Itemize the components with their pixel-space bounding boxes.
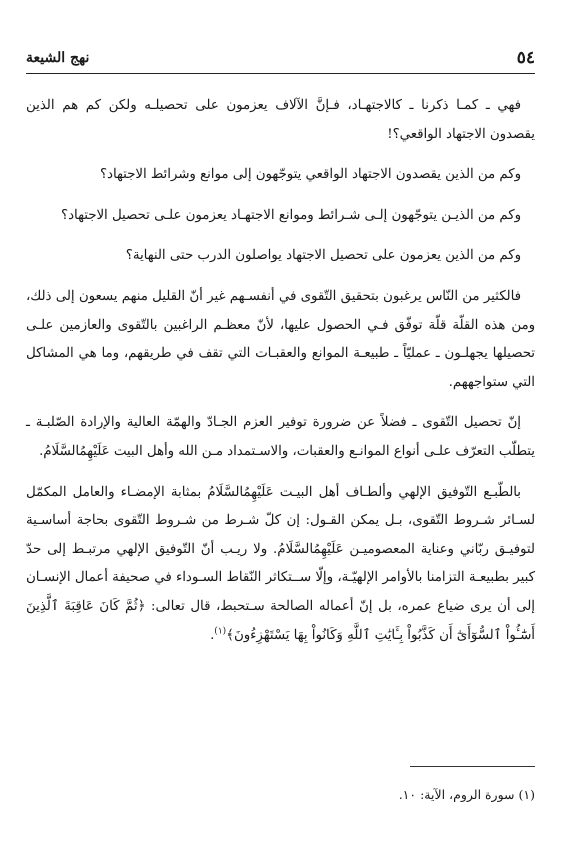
paragraph-text: بالطّبـع التّوفيق الإلهي وألطـاف أهل البيـت عَلَيْهِمُالسَّلَامُ بمثابة الإمضـاء والعامل المكمّل لسـائر شـروط التّقوى، بـل يمكن القـول: إن كلّ شـرط من شـروط التّقوى بحاجة أساسـية لتوفيـق ربّاني وعناية المعصوميـن عَلَيْهِمُالسَّلَامُ. ولا ريـب أنّ التّوفيق الإلهي مرتبـط إلى حدّ كبير بطبيعـة التزامنا بالأوامر الإلهيّـة، وإلّا ســتكاثر النّقاط السـوداء في صحيفة أعمال الإنسـان إلى أن يرى ضياع عمره، بل إنّ أعماله الصالحة سـتحبط، قال تعالى: — [26, 484, 535, 614]
footnote-marker[interactable]: (١) — [214, 626, 227, 637]
paragraph: وكم من الذين يعزمون على تحصيل الاجتهاد يواصلون الدرب حتى النهاية؟ — [125, 248, 521, 264]
footnote: (١) سورة الروم، الآية: ١٠. — [398, 787, 535, 802]
paragraph: وكم من الذين يقصدون الاجتهاد الواقعي يتوجّهون إلى موانع وشرائط الاجتهاد؟ — [99, 167, 521, 183]
paragraph: وكم من الذيـن يتوجّهون إلـى شـرائط وموانع الاجتهـاد يعزمون علـى تحصيل الاجتهاد؟ — [61, 207, 521, 223]
page-number: ٥٤ — [516, 48, 535, 68]
paragraph-with-quote — [26, 479, 535, 651]
page-header — [26, 44, 535, 74]
paragraph: فهي ـ كمـا ذكرنا ـ كالاجتهـاد، فـإنَّ الآلاف يعزمون على تحصيلـه ولكن كم هم الذين يقصدون الاجتهاد الواقعي؟! — [26, 98, 535, 142]
quran-quote: ﴿ثُمَّ كَانَ عَاقِبَةَ ٱلَّذِينَ أَسَٰٓـُٔواْ ٱلسُّوٓأَىٰٓ أَن كَذَّبُواْ بِـَٔايَٰتِ ٱللَّهِ وَكَانُواْ بِهَا يَسْتَهْزِءُونَ﴾ — [26, 598, 535, 643]
header-divider — [26, 73, 535, 74]
paragraph: إنّ تحصيل التّقوى ـ فضلاً عن ضرورة توفير العزم الجـادّ والهمّة العالية والإرادة الصّلبـة ـ يتطلّب التعرّف علـى أنواع الموانـع والعقبات، والاسـتمداد مـن الله وأهل البيت عَلَيْهِمُالسَّلَامُ. — [26, 415, 535, 459]
footnote-divider — [410, 766, 535, 767]
main-text — [26, 92, 535, 662]
running-title: نهج الشيعة — [26, 50, 90, 66]
paragraph: فالكثير من النّاس يرغبون بتحقيق التّقوى في أنفسـهم غير أنّ القليل منهم يسعون إلى ذلك، ومن هذه القلّة قلّة توفّق فـي الحصول عليها، لأنّ معظـم الراغبين بالتّقوى والعازمين علـى تحصيلها يجهلـون ـ عمليّاً ـ طبيعـة الموانع والعقبـات التي تقف في طريقهم، وما هي المشاكل التي ستواجههم. — [26, 288, 535, 390]
quote-end: . — [210, 627, 215, 643]
